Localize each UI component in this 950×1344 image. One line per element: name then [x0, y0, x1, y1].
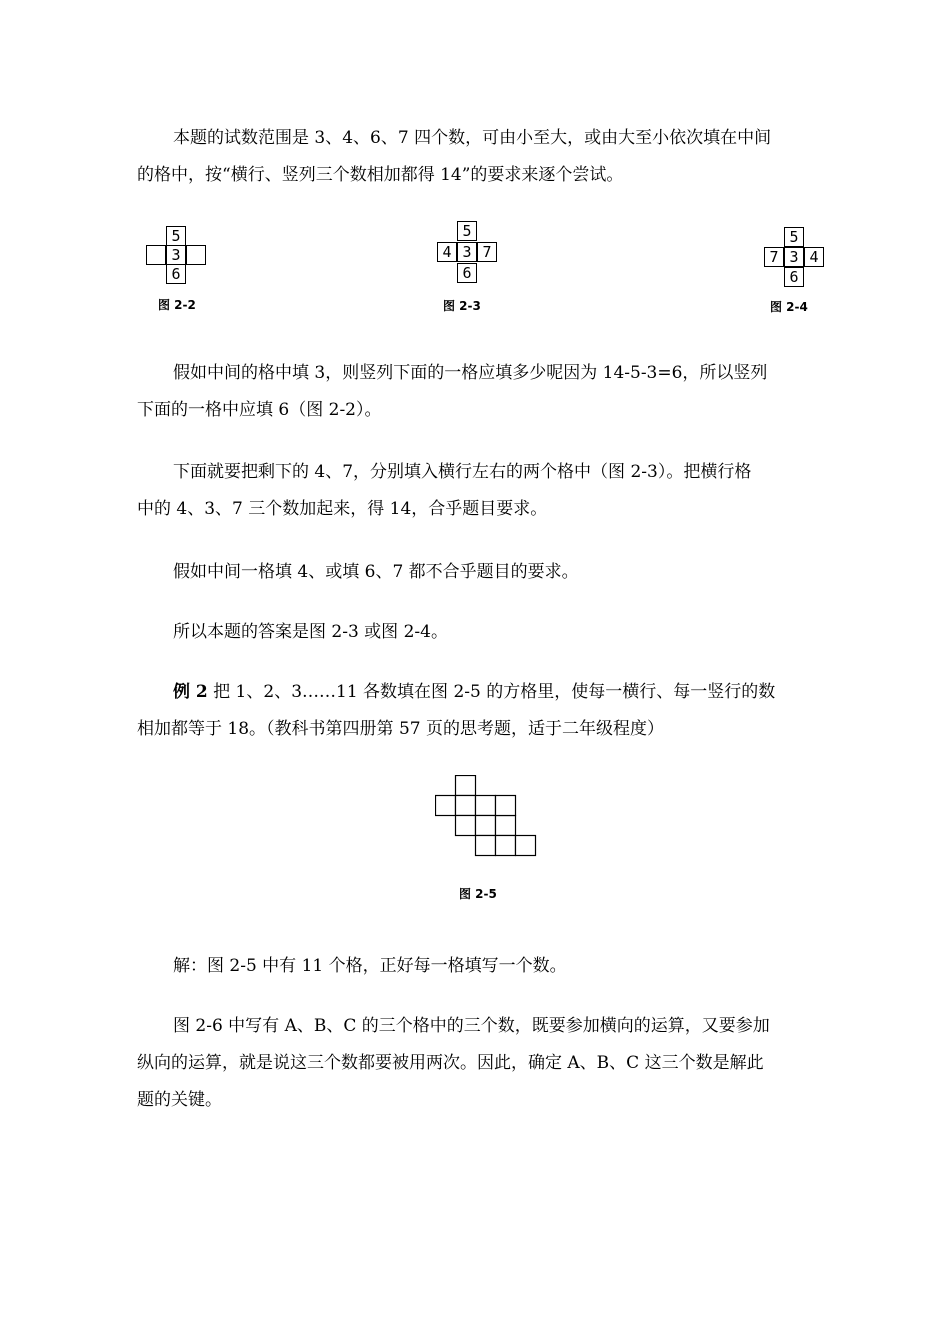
cell-center: 3 [784, 247, 804, 267]
cell-left: 7 [764, 247, 784, 267]
paragraph-5 [137, 614, 837, 651]
cell-bottom: 6 [784, 267, 804, 287]
grid-cell [456, 776, 476, 796]
figure-2-5 [435, 775, 539, 903]
text-line: 中的 4、3、7 三个数加起来，得 14，合乎题目要求。 [137, 499, 548, 519]
text-line: 相加都等于 18。（教科书第四册第 57 页的思考题，适于二年级程度） [137, 719, 664, 739]
cell-bottom: 6 [457, 263, 477, 283]
text-line: 下面就要把剩下的 4、7，分别填入横行左右的两个格中（图 2-3）。把横行格 [173, 462, 752, 482]
text-line: 的格中，按“横行、竖列三个数相加都得 14”的要求来逐个尝试。 [137, 165, 624, 185]
text-line: 下面的一格中应填 6（图 2-2）。 [137, 400, 382, 420]
grid-cell [496, 796, 516, 816]
cell-left: 4 [437, 242, 457, 262]
grid-cell [476, 796, 496, 816]
cell-right [186, 245, 206, 265]
figure-2-2 [146, 226, 208, 312]
figure-caption: 图 2-3 [443, 299, 481, 313]
example-text: 把 1、2、3……11 各数填在图 2-5 的方格里，使每一横行、每一竖行的数 [213, 682, 776, 702]
figure-2-3 [437, 221, 499, 311]
paragraph-3 [137, 454, 837, 528]
paragraph-4 [137, 554, 837, 591]
paragraph-1 [137, 120, 837, 194]
paragraph-7 [137, 948, 837, 985]
text-line [137, 674, 837, 711]
cell-top: 5 [784, 227, 804, 247]
grid-cell [476, 836, 496, 856]
text-line: 纵向的运算，就是说这三个数都要被用两次。因此，确定 A、B、C 这三个数是解此 [137, 1053, 764, 1073]
text-line: 解：图 2-5 中有 11 个格，正好每一格填写一个数。 [173, 956, 567, 976]
cell-right: 7 [477, 242, 497, 262]
text-line: 题的关键。 [137, 1090, 222, 1110]
paragraph-example-2 [137, 674, 837, 748]
grid-cell [436, 796, 456, 816]
cell-left [146, 245, 166, 265]
example-label: 例 2 [173, 682, 208, 702]
paragraph-8 [137, 1008, 837, 1119]
grid-cell [496, 816, 516, 836]
staircase-grid [435, 775, 539, 857]
grid-cell [496, 836, 516, 856]
cell-top: 5 [166, 226, 186, 246]
grid-cell [456, 796, 476, 816]
text-line: 假如中间的格中填 3，则竖列下面的一格应填多少呢因为 14-5-3=6，所以竖列 [173, 363, 768, 383]
cell-center: 3 [457, 242, 477, 262]
figure-caption: 图 2-2 [158, 298, 196, 312]
cell-top: 5 [457, 221, 477, 241]
figure-caption: 图 2-4 [770, 300, 808, 314]
grid-cell [476, 816, 496, 836]
text-line: 图 2-6 中写有 A、B、C 的三个格中的三个数，既要参加横向的运算，又要参加 [173, 1016, 770, 1036]
cell-center: 3 [166, 245, 186, 265]
cell-right: 4 [804, 247, 824, 267]
cell-bottom: 6 [166, 264, 186, 284]
figure-caption: 图 2-5 [459, 887, 497, 901]
paragraph-2 [137, 355, 837, 429]
text-line: 假如中间一格填 4、或填 6、7 都不合乎题目的要求。 [173, 562, 579, 582]
grid-cell [456, 816, 476, 836]
text-line: 本题的试数范围是 3、4、6、7 四个数，可由小至大，或由大至小依次填在中间 [173, 128, 772, 148]
text-line: 所以本题的答案是图 2-3 或图 2-4。 [173, 622, 448, 642]
grid-cell [516, 836, 536, 856]
figure-2-4 [764, 227, 826, 315]
